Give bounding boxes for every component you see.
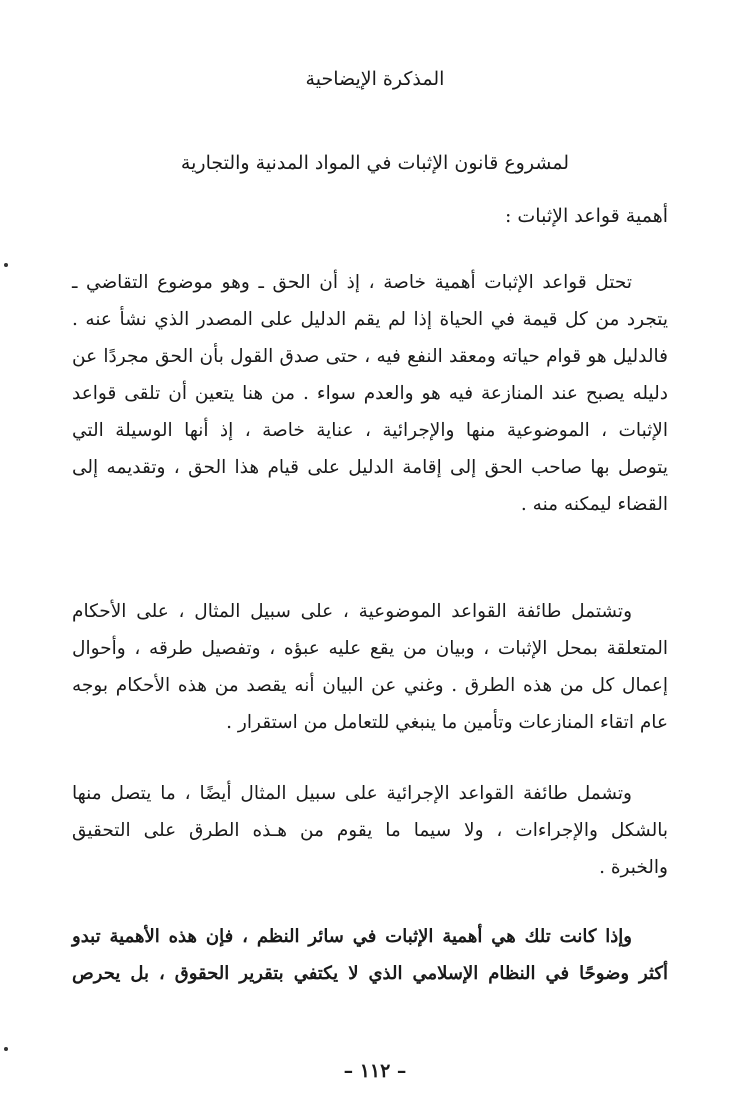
- paragraph-line: عام اتقاء المنازعات وتأمين ما ينبغي للتعامل من استقرار .: [226, 712, 668, 733]
- page-title: المذكرة الإيضاحية: [305, 68, 445, 90]
- paragraph-line: أكثر وضوحًا في النظام الإسلامي الذي لا يكتفي بتقرير الحقوق ، بل يحرص: [72, 963, 668, 984]
- paragraph-line: بالشكل والإجراءات ، ولا سيما ما يقوم من هـذه الطرق على التحقيق: [72, 820, 668, 841]
- paragraph-1: [72, 264, 668, 523]
- paragraph-line: دليله يصبح عند المنازعة فيه هو والعدم سواء . من هنا يتعين أن تلقى قواعد: [72, 383, 668, 404]
- margin-mark: [4, 263, 8, 267]
- paragraph-line: المتعلقة بمحل الإثبات ، وبيان من يقع عليه عبؤه ، وتفصيل طرقه ، وأحوال: [72, 638, 668, 659]
- paragraph-3: [72, 775, 668, 886]
- page-number: – ١١٢ –: [343, 1060, 407, 1082]
- paragraph-2: [72, 593, 668, 741]
- paragraph-line: إعمال كل من هذه الطرق . وغني عن البيان أنه يقصد من هذه الأحكام بوجه: [72, 675, 668, 696]
- paragraph-line: وتشتمل طائفة القواعد الموضوعية ، على سبيل المثال ، على الأحكام: [72, 601, 632, 622]
- paragraph-line: وإذا كانت تلك هي أهمية الإثبات في سائر النظم ، فإن هذه الأهمية تبدو: [72, 926, 632, 947]
- page-subtitle: لمشروع قانون الإثبات في المواد المدنية والتجارية: [180, 152, 570, 174]
- paragraph-line: القضاء ليمكنه منه .: [520, 494, 668, 515]
- paragraph-line: والخبرة .: [599, 857, 668, 878]
- paragraph-line: تحتل قواعد الإثبات أهمية خاصة ، إذ أن الحق ـ وهو موضوع التقاضي ـ: [72, 272, 632, 293]
- paragraph-line: يتجرد من كل قيمة في الحياة إذا لم يقم الدليل على المصدر الذي نشأ عنه .: [72, 309, 668, 330]
- paragraph-line: الإثبات ، الموضوعية منها والإجرائية ، عناية خاصة ، إذ أنها الوسيلة التي: [72, 420, 668, 441]
- paragraph-line: وتشمل طائفة القواعد الإجرائية على سبيل المثال أيضًا ، ما يتصل منها: [72, 783, 632, 804]
- section-heading: أهمية قواعد الإثبات :: [504, 205, 668, 227]
- paragraph-4: [72, 918, 668, 992]
- paragraph-line: فالدليل هو قوام حياته ومعقد النفع فيه ، حتى صدق القول بأن الحق مجردًا عن: [72, 346, 668, 367]
- paragraph-line: يتوصل بها صاحب الحق إلى إقامة الدليل على قيام هذا الحق ، وتقديمه إلى: [72, 457, 668, 478]
- margin-mark: [4, 1047, 8, 1051]
